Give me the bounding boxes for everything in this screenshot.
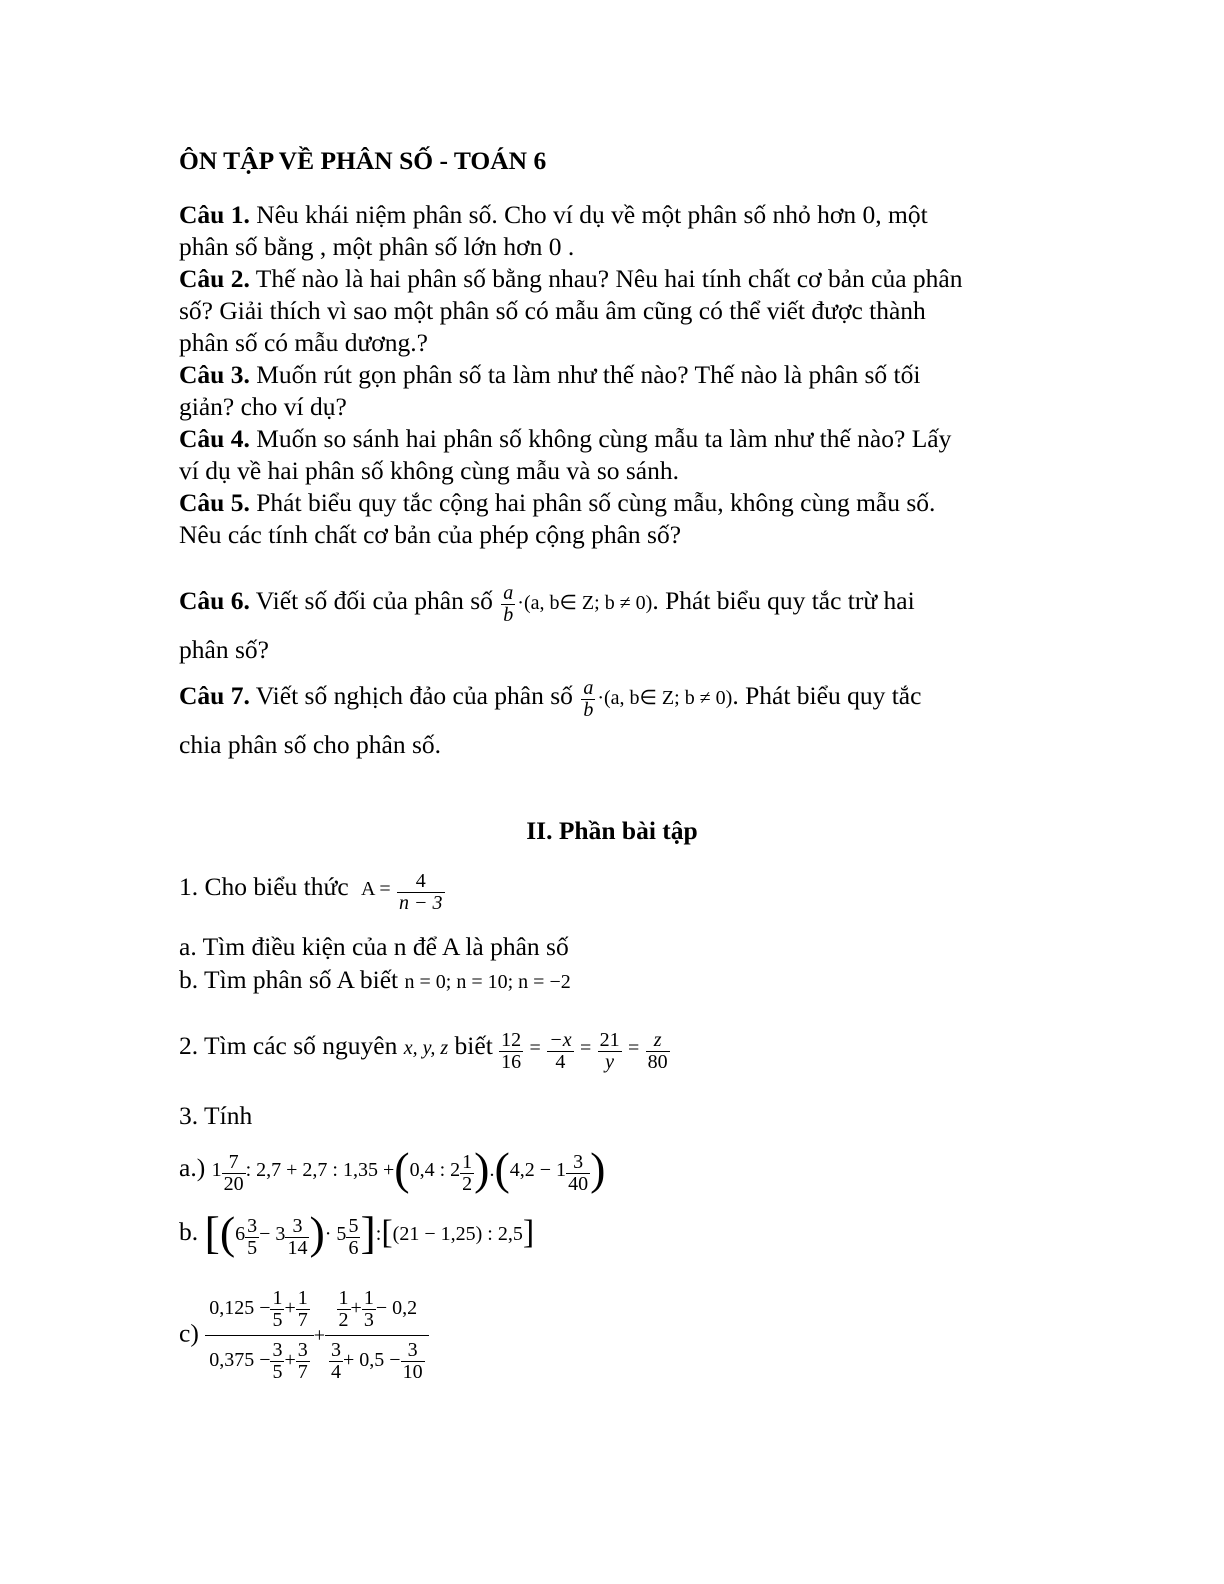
condition-math: ·(a, b∈ Z; b ≠ 0)	[597, 687, 733, 709]
left-bracket: [	[204, 1207, 220, 1258]
exercise-2	[179, 1030, 670, 1073]
question-label: Câu 4.	[179, 424, 250, 453]
question-1	[179, 199, 928, 231]
question-2-line-2: số? Giải thích vì sao một phân số có mẫu âm cũng có thể viết được thành	[179, 296, 926, 325]
math-text: : 2,7 + 2,7 : 1,35 +	[245, 1159, 395, 1181]
question-text: Viết số đối của phân số	[255, 586, 493, 615]
fraction-expression: $\frac{4}{n - 3}$	[399, 870, 443, 914]
item-label: a.)	[179, 1153, 206, 1182]
equals-sign: =	[529, 1037, 541, 1059]
math-text: − 3	[259, 1223, 286, 1245]
exercise-intro: 1. Cho biểu thức	[179, 872, 349, 901]
item-label: b.	[179, 1217, 199, 1246]
plus-sign: +	[313, 1324, 326, 1347]
document-title: ÔN TẬP VỀ PHÂN SỐ - TOÁN 6	[179, 146, 547, 175]
exercise-3-heading: 3. Tính	[179, 1101, 253, 1130]
right-paren: )	[309, 1207, 325, 1258]
question-text-after: . Phát biểu quy tắc trừ hai	[652, 586, 915, 615]
fraction-1-7: $\frac{1}{7}$	[297, 1287, 308, 1331]
question-6	[179, 583, 915, 626]
fraction-3-4: $\frac{3}{4}$	[331, 1339, 342, 1383]
fraction-3-7: $\frac{3}{7}$	[297, 1339, 308, 1383]
math-text: 0,4 : 2	[409, 1159, 461, 1181]
fraction-1-3: $\frac{1}{3}$	[363, 1287, 374, 1331]
fraction-1-5: $\frac{1}{5}$	[272, 1287, 283, 1331]
question-label: Câu 5.	[179, 488, 250, 517]
left-paren: (	[219, 1207, 236, 1258]
fraction-21-y: $\frac{21}{y}$	[599, 1029, 620, 1073]
fraction-3-14: $\frac{3}{14}$	[287, 1215, 308, 1259]
question-5	[179, 487, 935, 519]
variables: x, y, z	[403, 1037, 449, 1059]
equals-sign: =	[579, 1037, 592, 1059]
exercise-1	[179, 871, 445, 914]
equals-sign: =	[627, 1037, 640, 1059]
question-label: Câu 2.	[179, 264, 250, 293]
math-text: 4,2 − 1	[509, 1159, 567, 1181]
exercise-1a: a. Tìm điều kiện của n để A là phân số	[179, 932, 569, 961]
expression-lhs: A =	[361, 878, 391, 900]
fraction-3-5: $\frac{3}{5}$	[247, 1215, 258, 1259]
fraction-7-20: $\frac{7}{20}$	[223, 1151, 244, 1195]
fraction-3-5: $\frac{3}{5}$	[272, 1339, 283, 1383]
condition-math: ·(a, b∈ Z; b ≠ 0)	[517, 592, 653, 614]
fraction-a-over-b: $\frac{a}{b}$	[503, 582, 514, 626]
complex-fraction-right: $\frac{1}{2}$ + $\frac{1}{3}$ − 0,2 $\frac{3}{4}$ + 0,5 − $\frac{3}{10}$	[325, 1288, 429, 1383]
fraction-1-2: $\frac{1}{2}$	[462, 1151, 473, 1195]
biet-text: biết	[454, 1031, 493, 1060]
question-3	[179, 359, 920, 391]
colon: :	[375, 1223, 382, 1245]
question-label: Câu 1.	[179, 200, 250, 229]
left-paren: (	[494, 1143, 510, 1194]
question-5-line-2: Nêu các tính chất cơ bản của phép cộng phân số?	[179, 520, 682, 549]
question-text: Muốn so sánh hai phân số không cùng mẫu ta làm như thế nào? Lấy	[256, 424, 952, 453]
question-6-line-2: phân số?	[179, 635, 269, 664]
exercise-text: b. Tìm phân số A biết	[179, 965, 399, 994]
fraction-a-over-b: $\frac{a}{b}$	[583, 677, 594, 721]
left-bracket: [	[381, 1214, 393, 1251]
question-4-line-2: ví dụ về hai phân số không cùng mẫu và so sánh.	[179, 456, 680, 485]
math-values: n = 0; n = 10; n = −2	[404, 971, 571, 993]
right-paren: )	[474, 1143, 490, 1194]
question-text-after: . Phát biểu quy tắc	[732, 681, 922, 710]
fraction-5-6: $\frac{5}{6}$	[348, 1215, 359, 1259]
fraction-neg-x-4: $\frac{-x}{4}$	[549, 1029, 572, 1073]
fraction-3-40: $\frac{3}{40}$	[568, 1151, 589, 1195]
left-paren: (	[394, 1143, 410, 1194]
exercise-3c	[179, 1288, 429, 1383]
question-3-line-2: giản? cho ví dụ?	[179, 392, 347, 421]
question-text: Thế nào là hai phân số bằng nhau? Nêu hai tính chất cơ bản của phân	[255, 264, 963, 293]
section-heading: II. Phần bài tập	[526, 816, 698, 845]
question-label: Câu 7.	[179, 681, 250, 710]
complex-fraction-left: 0,125 − $\frac{1}{5}$ + $\frac{1}{7}$ 0,375 − $\frac{3}{5}$ + $\frac{3}{7}$	[205, 1288, 314, 1383]
question-text: Muốn rút gọn phân số ta làm như thế nào? Thế nào là phân số tối	[256, 360, 921, 389]
right-bracket: ]	[360, 1207, 376, 1258]
question-2-line-3: phân số có mẫu dương.?	[179, 328, 428, 357]
question-7-line-2: chia phân số cho phân số.	[179, 730, 442, 759]
exercise-3b	[179, 1207, 535, 1259]
question-2	[179, 263, 962, 295]
whole-part: 6	[235, 1223, 246, 1245]
right-paren: )	[590, 1143, 606, 1194]
fraction-1-2: $\frac{1}{2}$	[338, 1287, 349, 1331]
fraction-3-10: $\frac{3}{10}$	[402, 1339, 423, 1383]
fraction-z-80: $\frac{z}{80}$	[647, 1029, 668, 1073]
question-text: Nêu khái niệm phân số. Cho ví dụ về một phân số nhỏ hơn 0, một	[256, 200, 928, 229]
question-4	[179, 423, 951, 455]
exercise-3a	[179, 1143, 606, 1195]
question-1-line-2: phân số bằng , một phân số lớn hơn 0 .	[179, 232, 575, 261]
whole-part: 1	[211, 1159, 222, 1181]
dot-operator: .	[489, 1159, 495, 1181]
exercise-1b	[179, 964, 571, 998]
math-text: · 5	[324, 1223, 347, 1245]
fraction-12-16: $\frac{12}{16}$	[501, 1029, 522, 1073]
question-7	[179, 678, 921, 721]
question-text: Phát biểu quy tắc cộng hai phân số cùng mẫu, không cùng mẫu số.	[256, 488, 936, 517]
question-label: Câu 6.	[179, 586, 250, 615]
item-label: c)	[179, 1318, 199, 1348]
math-text: (21 − 1,25) : 2,5	[392, 1223, 523, 1245]
question-label: Câu 3.	[179, 360, 250, 389]
exercise-intro: 2. Tìm các số nguyên	[179, 1031, 398, 1060]
question-text: Viết số nghịch đảo của phân số	[255, 681, 573, 710]
right-bracket: ]	[522, 1214, 535, 1251]
